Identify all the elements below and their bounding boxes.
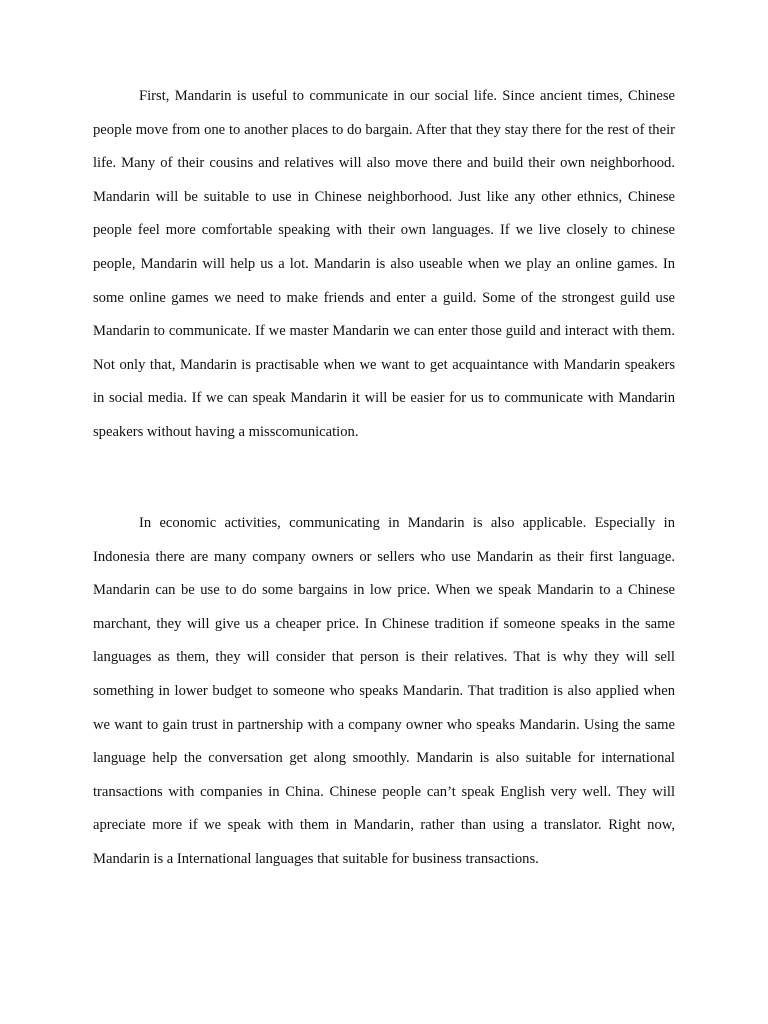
paragraph-economic-activities: In economic activities, communicating in Mandarin is also applicable. Especially in Indonesia there are many company owners or sellers who use Mandarin as their first language. Mandarin can be use to do some bargains in low price. When we speak Mandarin to a Chinese marchant, they will give us a cheaper price. In Chinese tradition if someone speaks in the same languages as them, they will consider that person is their relatives. That is why they will sell something in lower budget to someone who speaks Mandarin. That tradition is also applied when we want to gain trust in partnership with a company owner who speaks Mandarin. Using the same language help the conversation get along smoothly. Mandarin is also suitable for international transactions with companies in China. Chinese people can’t speak English very well. They will apreciate more if we speak with them in Mandarin, rather than using a translator. Right now, Mandarin is a International languages that suitable for business transactions. — [93, 515, 675, 867]
paragraph-social-life: First, Mandarin is useful to communicate in our social life. Since ancient times, Chinese people move from one to another places to do bargain. After that they stay there for the rest of their life. Many of their cousins and relatives will also move there and build their own neighborhood. Mandarin will be suitable to use in Chinese neighborhood. Just like any other ethnics, Chinese people feel more comfortable speaking with their own languages. If we live closely to chinese people, Mandarin will help us a lot. Mandarin is also useable when we play an online games. In some online games we need to make friends and enter a guild. Some of the strongest guild use Mandarin to communicate. If we master Mandarin we can enter those guild and interact with them. Not only that, Mandarin is practisable when we want to get acquaintance with Mandarin speakers in social media. If we can speak Mandarin it will be easier for us to communicate with Mandarin speakers without having a misscomunication. — [93, 88, 675, 440]
